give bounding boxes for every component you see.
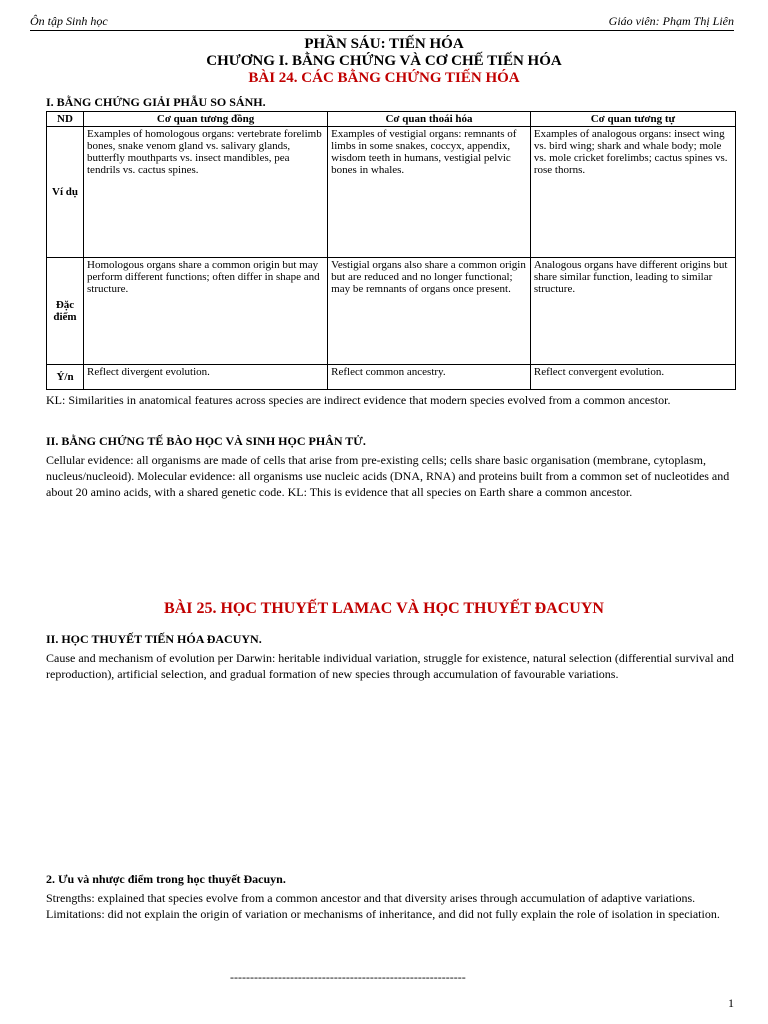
table-cell: Vestigial organs also share a common origin but are reduced and no longer functional; may be remnants of organs once present. — [328, 258, 531, 365]
footer-divider: ----------------------------------------------------------- — [230, 970, 466, 984]
lesson25-heading-2: 2. Ưu và nhược điểm trong học thuyết Đacuyn. — [46, 872, 286, 886]
table-header: ND — [47, 112, 84, 127]
section1-heading: I. BẰNG CHỨNG GIẢI PHẪU SO SÁNH. — [46, 95, 266, 109]
lesson25-summary-2: Strengths: explained that species evolve from a common ancestor and that diversity arises through accumulation of adaptive variations. Limitations: did not explain the origin of variation or mechanisms of inheritance, and did not fully explain the role of isolation in speciation. — [46, 891, 720, 921]
table-row — [47, 365, 736, 390]
row-label: Đặc điểm — [47, 258, 84, 365]
section1-conclusion: KL: Similarities in anatomical features across species are indirect evidence that modern species evolved from a common ancestor. — [46, 393, 671, 407]
header-right: Giáo viên: Phạm Thị Liên — [608, 14, 734, 28]
page-header — [30, 12, 734, 31]
lesson-title: BÀI 24. CÁC BẰNG CHỨNG TIẾN HÓA — [248, 70, 520, 86]
table-cell: Examples of homologous organs: vertebrate forelimb bones, snake venom gland vs. salivary glands, butterfly mouthparts vs. insect mandibles, pea tendrils vs. cactus spines. — [84, 127, 328, 258]
lesson25-title: BÀI 25. HỌC THUYẾT LAMAC VÀ HỌC THUYẾT ĐACUYN — [164, 600, 604, 617]
table-cell: Examples of analogous organs: insect wing vs. bird wing; shark and whale body; mole vs. mole cricket forelimbs; cactus spines vs. rose thorns. — [530, 127, 735, 258]
page-number: 1 — [728, 996, 734, 1010]
table-cell: Reflect divergent evolution. — [84, 365, 328, 390]
table-cell: Reflect common ancestry. — [328, 365, 531, 390]
table-row — [47, 127, 736, 258]
comparison-table — [46, 111, 736, 390]
row-label: Ý/n — [47, 365, 84, 390]
section2-summary: Cellular evidence: all organisms are made of cells that arise from pre-existing cells; cells share basic organisation (membrane, cytoplasm, nucleus/nucleoid). Molecular evidence: all organisms use nucleic acids (DNA, RNA) and proteins built from a common set of nucleotides and about 20 amino acids, with a shared genetic code. KL: This is evidence that all species on Earth share a common ancestor. — [46, 453, 730, 499]
lesson25-summary-1: Cause and mechanism of evolution per Darwin: heritable individual variation, struggle for existence, natural selection (differential survival and reproduction), artificial selection, and gradual formation of new species through accumulation of favourable variations. — [46, 651, 734, 681]
table-cell: Analogous organs have different origins but share similar function, leading to similar structure. — [530, 258, 735, 365]
table-cell: Homologous organs share a common origin but may perform different functions; often differ in shape and structure. — [84, 258, 328, 365]
table-header: Cơ quan thoái hóa — [328, 112, 531, 127]
table-header: Cơ quan tương đồng — [84, 112, 328, 127]
lesson25-section-heading: II. HỌC THUYẾT TIẾN HÓA ĐACUYN. — [46, 632, 262, 646]
table-cell: Reflect convergent evolution. — [530, 365, 735, 390]
header-left: Ôn tập Sinh học — [30, 14, 108, 28]
chapter-title: CHƯƠNG I. BẰNG CHỨNG VÀ CƠ CHẾ TIẾN HÓA — [206, 53, 562, 69]
section2-heading: II. BẰNG CHỨNG TẾ BÀO HỌC VÀ SINH HỌC PHÂN TỬ. — [46, 434, 366, 448]
table-row — [47, 258, 736, 365]
table-cell: Examples of vestigial organs: remnants of limbs in some snakes, coccyx, appendix, wisdom teeth in humans, vestigial pelvic bones in whales. — [328, 127, 531, 258]
table-header: Cơ quan tương tự — [530, 112, 735, 127]
part-title: PHẦN SÁU: TIẾN HÓA — [304, 36, 464, 52]
row-label: Ví dụ — [47, 127, 84, 258]
